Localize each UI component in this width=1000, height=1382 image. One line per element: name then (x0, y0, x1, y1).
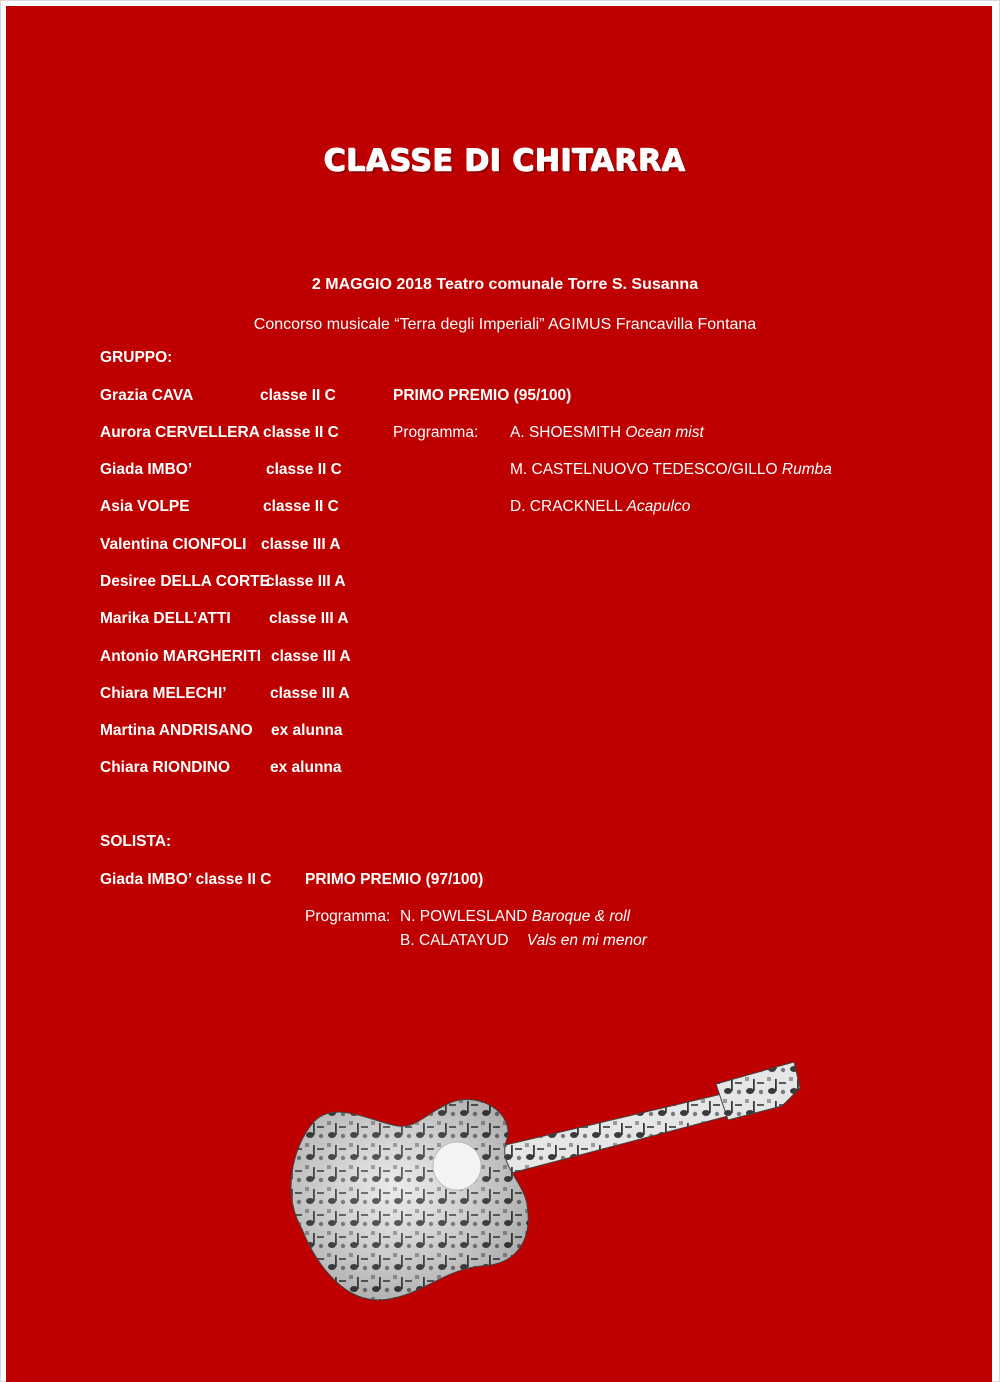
page-title: CLASSE DI CHITARRA (324, 144, 686, 179)
program-composer: B. CALATAYUD (400, 932, 509, 949)
program-item (400, 931, 647, 951)
program-piece: Acapulco (626, 498, 691, 515)
event-contest: Concorso musicale “Terra degli Imperiali” AGIMUS Francavilla Fontana (253, 316, 757, 333)
member-name: Martina ANDRISANO (100, 722, 253, 739)
member-name: Desiree DELLA CORTE (100, 573, 270, 590)
event-date-venue: 2 MAGGIO 2018 Teatro comunale Torre S. Susanna (311, 276, 699, 293)
member-name: Chiara MELECHI’ (100, 685, 227, 702)
member-class: classe III A (266, 573, 346, 590)
member-name: Aurora CERVELLERA (100, 424, 260, 441)
soloist-name-class: Giada IMBO’ classe II C (100, 871, 272, 888)
program-piece: Rumba (781, 461, 832, 478)
member-class: classe III A (261, 536, 341, 553)
member-class: classe III A (271, 648, 351, 665)
program-composer: A. SHOESMITH (510, 424, 622, 441)
member-class: classe III A (269, 610, 349, 627)
member-class: classe III A (270, 685, 350, 702)
soloist-prize: PRIMO PREMIO (97/100) (305, 871, 484, 888)
member-class: classe II C (260, 387, 336, 404)
poster-page (6, 6, 992, 1382)
member-class: classe II C (266, 461, 342, 478)
program-item (400, 907, 630, 927)
soloist-heading: SOLISTA: (100, 833, 172, 850)
member-class: ex alunna (270, 759, 342, 776)
member-name: Asia VOLPE (100, 498, 190, 515)
member-class: classe II C (263, 498, 339, 515)
soloist-program-label: Programma: (305, 908, 391, 925)
member-class: ex alunna (271, 722, 343, 739)
guitar-music-notes-icon (282, 1054, 802, 1304)
group-program-label: Programma: (393, 424, 479, 441)
program-composer: N. POWLESLAND (400, 908, 528, 925)
program-composer: M. CASTELNUOVO TEDESCO/GILLO (510, 461, 778, 478)
member-name: Valentina CIONFOLI (100, 536, 247, 553)
member-name: Antonio MARGHERITI (100, 648, 262, 665)
member-name: Grazia CAVA (100, 387, 194, 404)
guitar-shape (291, 1062, 800, 1300)
member-name: Marika DELL’ATTI (100, 610, 231, 627)
program-item (510, 460, 832, 480)
program-item (510, 497, 690, 517)
member-name: Giada IMBO’ (100, 461, 193, 478)
program-item (510, 423, 704, 443)
member-class: classe II C (263, 424, 339, 441)
program-piece: Ocean mist (625, 424, 704, 441)
program-composer: D. CRACKNELL (510, 498, 623, 515)
program-piece: Baroque & roll (531, 908, 631, 925)
member-name: Chiara RIONDINO (100, 759, 231, 776)
program-piece: Vals en mi menor (526, 932, 647, 949)
group-prize: PRIMO PREMIO (95/100) (393, 387, 572, 404)
group-heading: GRUPPO: (100, 349, 173, 366)
